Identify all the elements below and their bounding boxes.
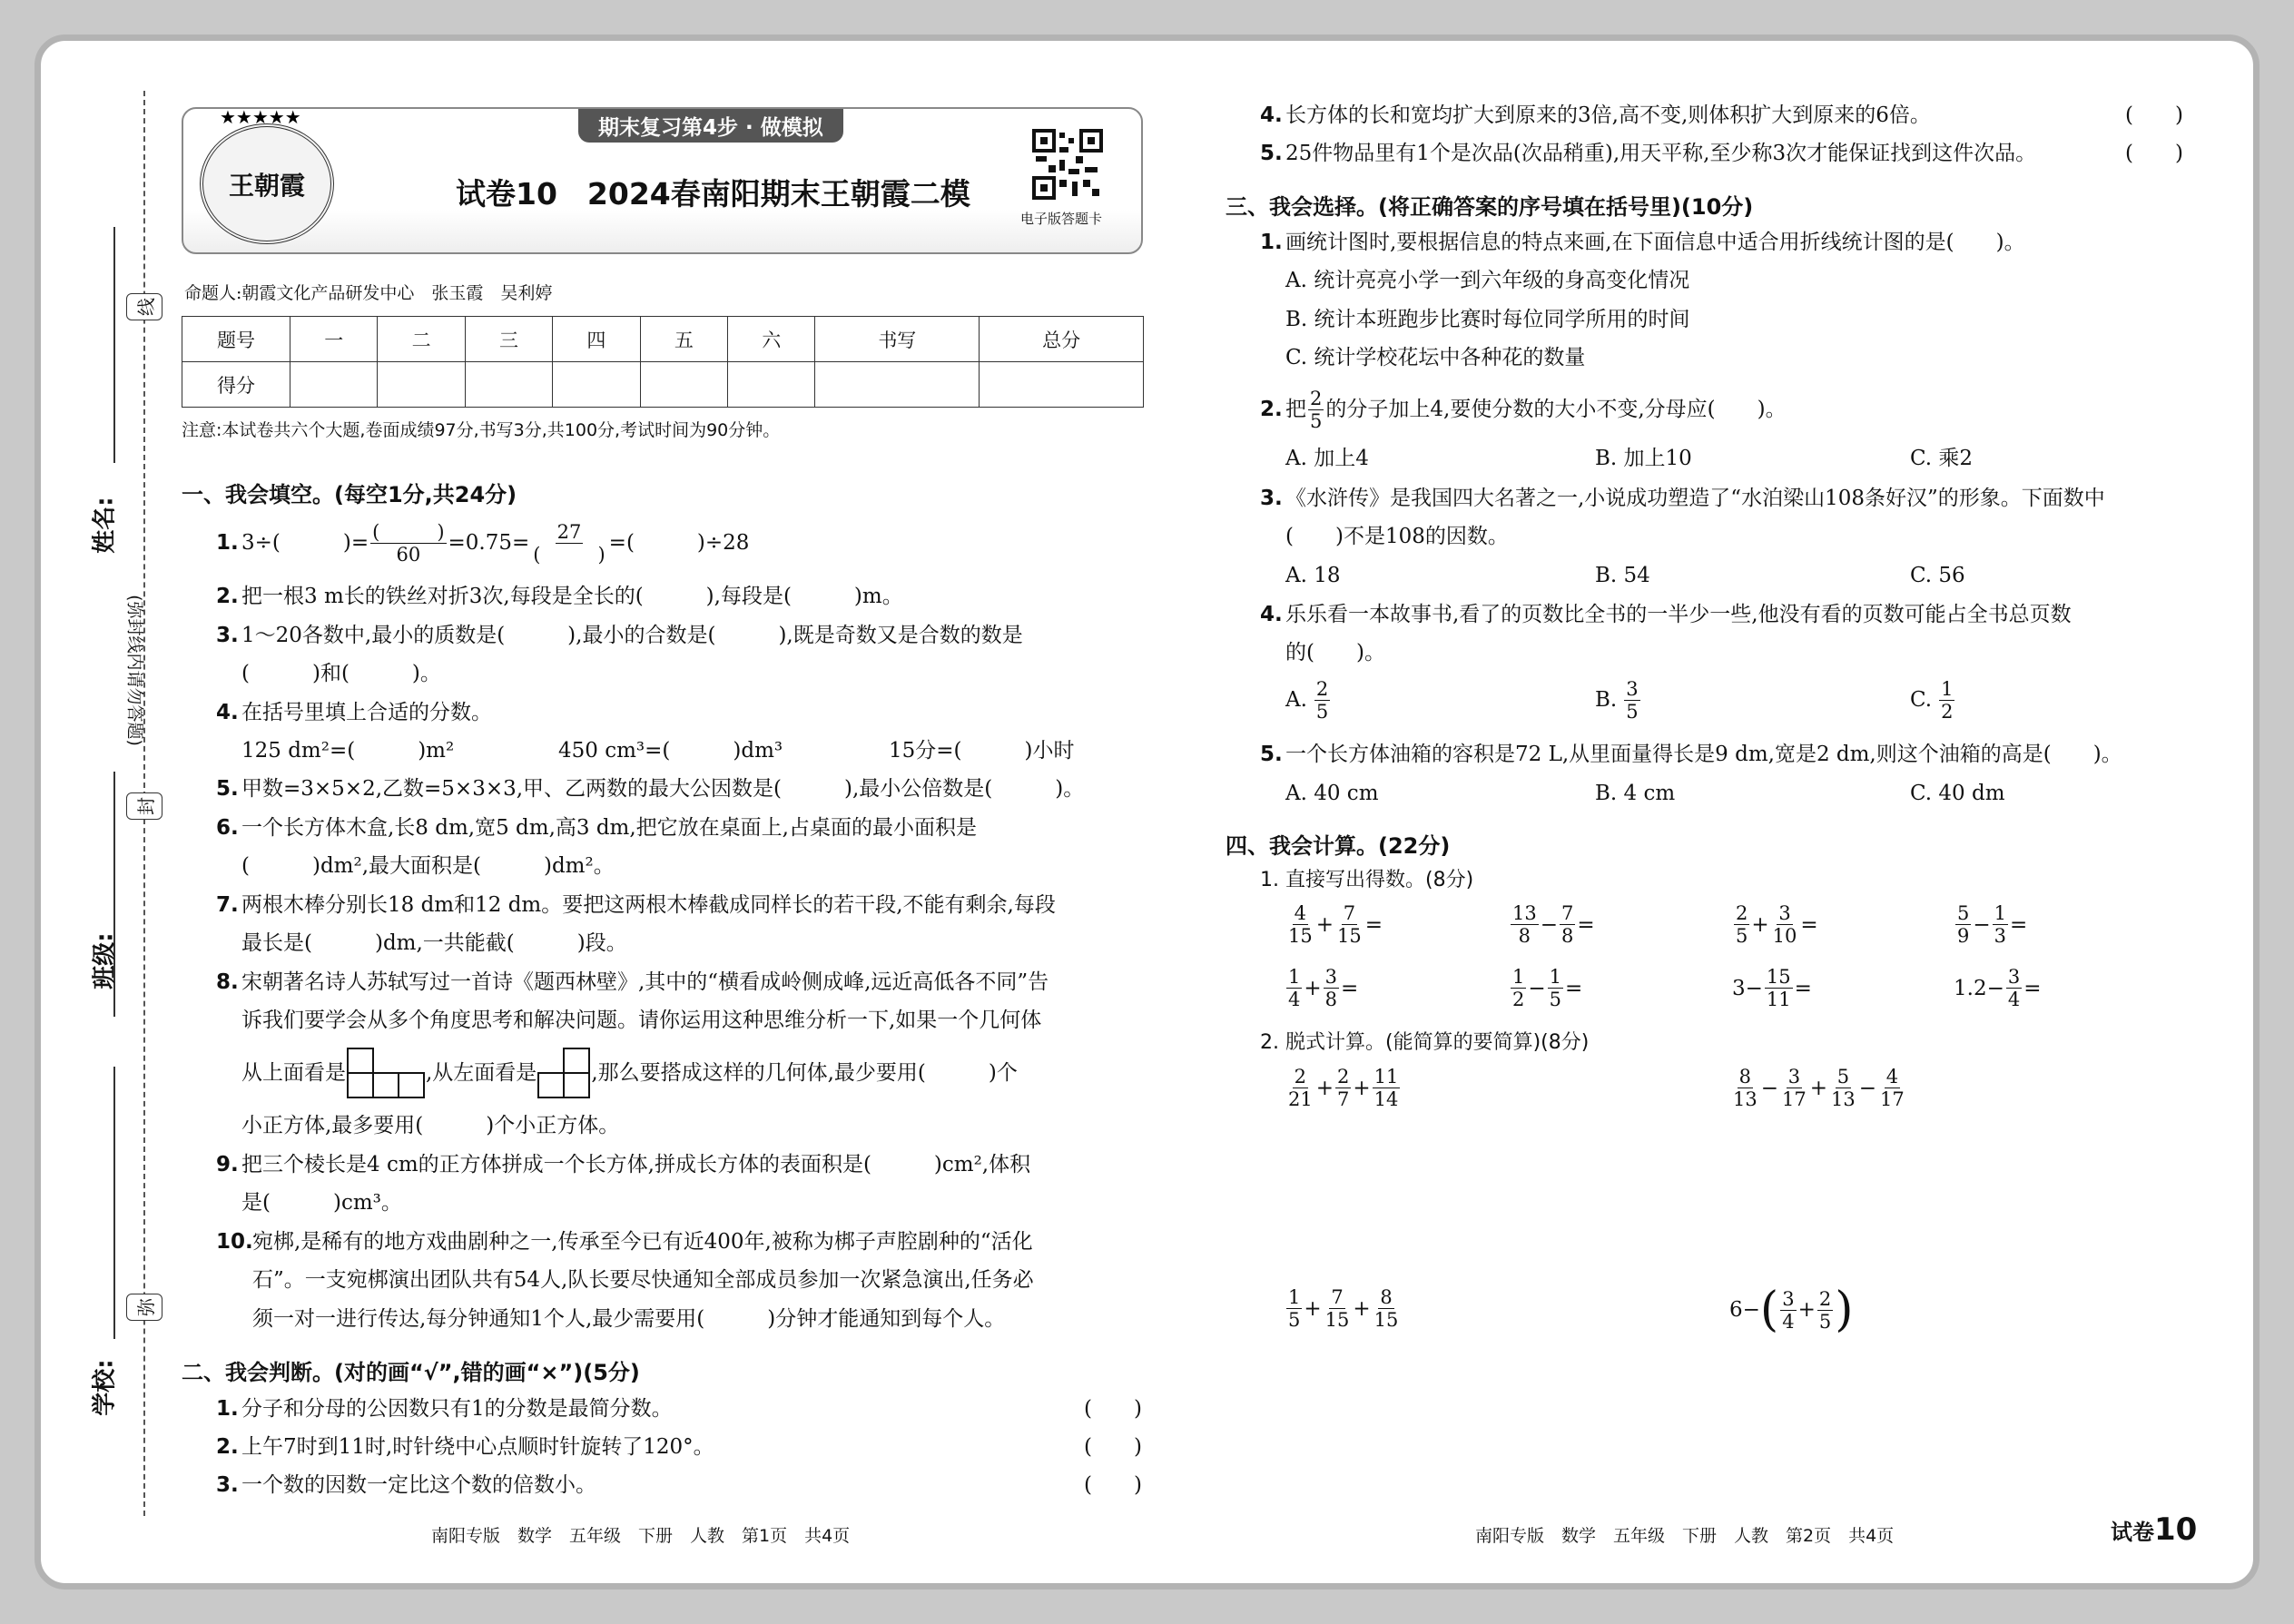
choice-option[interactable]: B. 加上10: [1595, 447, 1692, 470]
score-row-label: 得分: [182, 362, 290, 408]
choice-q5: 5. 一个长方体油箱的容积是72 L,从里面量得长是9 dm,宽是2 dm,则这个油箱的高是( )。: [1260, 743, 2122, 766]
school-label: 学校:: [91, 1359, 119, 1416]
q1-4-b: 450 cm³=( )dm³: [558, 739, 783, 763]
q1-4: 4. 在括号里填上合适的分数。: [216, 701, 492, 724]
score-cell: 书写: [815, 317, 980, 362]
score-cell: 四: [553, 317, 640, 362]
choice-option[interactable]: B. 统计本班跑步比赛时每位同学所用的时间: [1285, 308, 1690, 331]
direct-calc: 1.2− $\frac{3}{4}$ =: [1954, 966, 2042, 1010]
exam-title: 试卷10 2024春南阳期末王朝霞二模: [456, 176, 970, 212]
answer-paren[interactable]: ( ): [1084, 1397, 1142, 1421]
name-label: 姓名:: [91, 497, 119, 554]
logo-stars-icon: [220, 107, 310, 127]
score-input-cell[interactable]: [465, 362, 552, 408]
q1-10-l3: 须一对一进行传达,每分钟通知1个人,最少需要用( )分钟才能通知到每个人。: [252, 1307, 1006, 1331]
direct-calc: $\frac{1}{4}$ + $\frac{3}{8}$ =: [1288, 966, 1359, 1010]
score-table-score-row: [182, 362, 1144, 408]
svg-text:★★★★★: ★★★★★: [220, 107, 301, 127]
choice-option[interactable]: A. 40 cm: [1285, 782, 1379, 805]
logo-text: 王朝霞: [228, 170, 305, 201]
top-view-figure: [346, 1047, 426, 1099]
section2-title: 二、我会判断。(对的画“√”,错的画“×”)(5分): [182, 1360, 640, 1385]
choice-option[interactable]: B. 4 cm: [1595, 782, 1676, 805]
direct-calc: $\frac{13}{8}$ − $\frac{7}{8}$ =: [1512, 902, 1595, 947]
direct-calc: $\frac{2}{5}$ + $\frac{3}{10}$ =: [1736, 902, 1818, 947]
choice-option[interactable]: B. $\frac{3}{5}$: [1595, 677, 1639, 723]
judge-item: 2. 上午7时到11时,时针绕中心点顺时针旋转了120°。 ( ): [216, 1435, 1142, 1459]
footer-right: 南阳专版 数学 五年级 下册 人教 第2页 共4页: [1475, 1526, 1895, 1546]
q1-6: 6. 一个长方体木盒,长8 dm,宽5 dm,高3 dm,把它放在桌面上,占桌面的最小面积是: [216, 816, 977, 840]
direct-calc: 3− $\frac{15}{11}$ =: [1732, 966, 1812, 1010]
qr-caption: 电子版答题卡: [1020, 211, 1103, 227]
left-page: [177, 102, 1148, 1577]
score-input-cell[interactable]: [553, 362, 640, 408]
q1-8-l2: 诉我们要学会从多个角度思考和解决问题。请你运用这种思维分析一下,如果一个几何体: [241, 1009, 1042, 1032]
score-input-cell[interactable]: [980, 362, 1144, 408]
choice-q4-cont: 的( )。: [1285, 641, 1385, 664]
section4-title: 四、我会计算。(22分): [1226, 833, 1451, 859]
choice-option[interactable]: A. $\frac{2}{5}$: [1285, 677, 1329, 723]
calc-part2-title: 2. 脱式计算。(能简算的要简算)(8分): [1260, 1031, 1590, 1054]
choice-q3: 3. 《水浒传》是我国四大名著之一,小说成功塑造了“水泊梁山108条好汉”的形象。下面数中: [1260, 487, 2105, 510]
q1-6-cont: ( )dm²,最大面积是( )dm²。: [241, 854, 615, 878]
section1-title: 一、我会填空。(每空1分,共24分): [182, 482, 517, 507]
calc-part1-title: 1. 直接写出得数。(8分): [1260, 869, 1474, 891]
choice-option[interactable]: C. 56: [1910, 564, 1965, 587]
qr-code-icon: [1032, 129, 1103, 200]
paper-number: 试卷10: [2111, 1511, 2198, 1548]
q1-10-l2: 石”。一支宛梆演出团队共有54人,队长要尽快通知全部成员参加一次紧急演出,任务必: [252, 1268, 1034, 1292]
choice-option[interactable]: C. 乘2: [1910, 447, 1974, 470]
q1-1: 1. 3÷( )= $\frac{( )}{60}$ =0.75= $\frac{27}{( )}$ =( )÷28: [216, 520, 750, 566]
header-banner: 期末复习第4步 · 做模拟: [578, 109, 843, 143]
seal-seal: 封: [126, 792, 162, 820]
q1-8-l4: 小正方体,最多要用( )个小正方体。: [241, 1114, 620, 1137]
header-box: [182, 107, 1143, 254]
choice-q2: 2. 把 $\frac{2}{5}$ 的分子加上4,要使分数的大小不变,分母应( )。: [1260, 387, 1787, 432]
q1-5: 5. 甲数=3×5×2,乙数=5×3×3,甲、乙两数的最大公因数是( ),最小公倍数是( )。: [216, 777, 1085, 801]
choice-option[interactable]: A. 加上4: [1285, 447, 1369, 470]
section3-title: 三、我会选择。(将正确答案的序号填在括号里)(10分): [1226, 194, 1754, 220]
q1-7-cont: 最长是( )dm,一共能截( )段。: [241, 931, 627, 955]
judge-item: 4. 长方体的长和宽均扩大到原来的3倍,高不变,则体积扩大到原来的6倍。 ( ): [1260, 103, 2183, 127]
q1-9-cont: 是( )cm³。: [241, 1191, 402, 1215]
q1-2: 2. 把一根3 m长的铁丝对折3次,每段是全长的( ),每段是( )m。: [216, 585, 903, 608]
judge-item: 5. 25件物品里有1个是次品(次品稍重),用天平称,至少称3次才能保证找到这件次品。 ( ): [1260, 142, 2183, 165]
direct-calc: $\frac{5}{9}$ − $\frac{1}{3}$ =: [1957, 902, 2028, 947]
choice-option[interactable]: A. 统计亮亮小学一到六年级的身高变化情况: [1285, 269, 1690, 292]
score-table-header-row: [182, 317, 1144, 362]
q1-10: 10.宛梆,是稀有的地方戏曲剧种之一,传承至今已有近400年,被称为梆子声腔剧种的“活化: [216, 1230, 1033, 1254]
answer-paren[interactable]: ( ): [2125, 103, 2183, 127]
step-calc: $\frac{1}{5}$ + $\frac{7}{15}$ + $\frac{8}{15}$: [1288, 1286, 1399, 1331]
class-label: 班级:: [91, 932, 119, 989]
exam-note: 注意:本试卷共六个大题,卷面成绩97分,书写3分,共100分,考试时间为90分钟。: [182, 420, 781, 440]
direct-calc: $\frac{1}{2}$ − $\frac{1}{5}$ =: [1512, 966, 1583, 1010]
q1-9: 9. 把三个棱长是4 cm的正方体拼成一个长方体,拼成长方体的表面积是( )cm²,体积: [216, 1153, 1031, 1176]
score-input-cell[interactable]: [290, 362, 378, 408]
direct-calc: $\frac{4}{15}$ + $\frac{7}{15}$ =: [1288, 902, 1383, 947]
school-underline: [113, 1067, 115, 1339]
authors: 命题人:朝霞文化产品研发中心 张玉霞 吴利婷: [184, 283, 553, 303]
score-cell: 题号: [182, 317, 290, 362]
q1-8-l3: 从上面看是 ,从左面看是 ,那么要搭成这样的几何体,最少要用( )个: [241, 1046, 1018, 1100]
step-calc: $\frac{8}{13}$ − $\frac{3}{17}$ + $\frac{5}{13}$ − $\frac{4}{17}$: [1733, 1066, 1905, 1110]
score-cell: 三: [465, 317, 552, 362]
choice-option[interactable]: C. 统计学校花坛中各种花的数量: [1285, 346, 1586, 369]
choice-option[interactable]: B. 54: [1595, 564, 1650, 587]
seal-line: 线: [126, 293, 162, 320]
q1-4-a: 125 dm²=( )m²: [241, 739, 455, 763]
judge-item: 1. 分子和分母的公因数只有1的分数是最简分数。 ( ): [216, 1397, 1142, 1421]
left-view-figure: [537, 1047, 591, 1099]
answer-paren[interactable]: ( ): [1084, 1473, 1142, 1497]
choice-q3-cont: ( )不是108的因数。: [1285, 525, 1509, 548]
judge-item: 3. 一个数的因数一定比这个数的倍数小。 ( ): [216, 1473, 1142, 1497]
choice-q4: 4. 乐乐看一本故事书,看了的页数比全书的一半少一些,他没有看的页数可能占全书总页数: [1260, 603, 2072, 626]
choice-option[interactable]: C. $\frac{1}{2}$: [1910, 677, 1954, 723]
right-page: [1221, 102, 2197, 1577]
choice-option[interactable]: C. 40 dm: [1910, 782, 2005, 805]
q1-8: 8. 宋朝著名诗人苏轼写过一首诗《题西林壁》,其中的“横看成岭侧成峰,远近高低各不同”告: [216, 970, 1049, 994]
logo-seal: [200, 123, 334, 244]
binding-note: (弥封线内请勿答题): [124, 595, 145, 746]
q1-7: 7. 两根木棒分别长18 dm和12 dm。要把这两根木棒截成同样长的若干段,不能有剩余,每段: [216, 893, 1056, 917]
answer-paren[interactable]: ( ): [1084, 1435, 1142, 1459]
q1-3: 3. 1～20各数中,最小的质数是( ),最小的合数是( ),既是奇数又是合数的数是: [216, 624, 1023, 647]
score-cell: 六: [728, 317, 815, 362]
score-input-cell[interactable]: [815, 362, 980, 408]
q1-3-cont: ( )和( )。: [241, 662, 441, 685]
name-underline: [113, 227, 115, 463]
score-cell: 二: [378, 317, 465, 362]
footer-left: 南阳专版 数学 五年级 下册 人教 第1页 共4页: [431, 1526, 851, 1546]
step-calc: 6− ( $\frac{3}{4}$ + $\frac{2}{5}$ ): [1729, 1283, 1854, 1337]
seal-mi: 弥: [126, 1294, 162, 1321]
step-calc: $\frac{2}{21}$ + $\frac{2}{7}$ + $\frac{11}{14}$: [1288, 1066, 1399, 1110]
score-input-cell[interactable]: [728, 362, 815, 408]
score-input-cell[interactable]: [640, 362, 727, 408]
choice-option[interactable]: A. 18: [1285, 564, 1341, 587]
choice-q1: 1. 画统计图时,要根据信息的特点来画,在下面信息中适合用折线统计图的是( )。: [1260, 231, 2025, 254]
score-cell: 五: [640, 317, 727, 362]
score-cell: 一: [290, 317, 378, 362]
score-input-cell[interactable]: [378, 362, 465, 408]
answer-paren[interactable]: ( ): [2125, 142, 2183, 165]
score-cell: 总分: [980, 317, 1144, 362]
q1-4-c: 15分=( )小时: [889, 739, 1075, 763]
score-table: [182, 316, 1144, 408]
